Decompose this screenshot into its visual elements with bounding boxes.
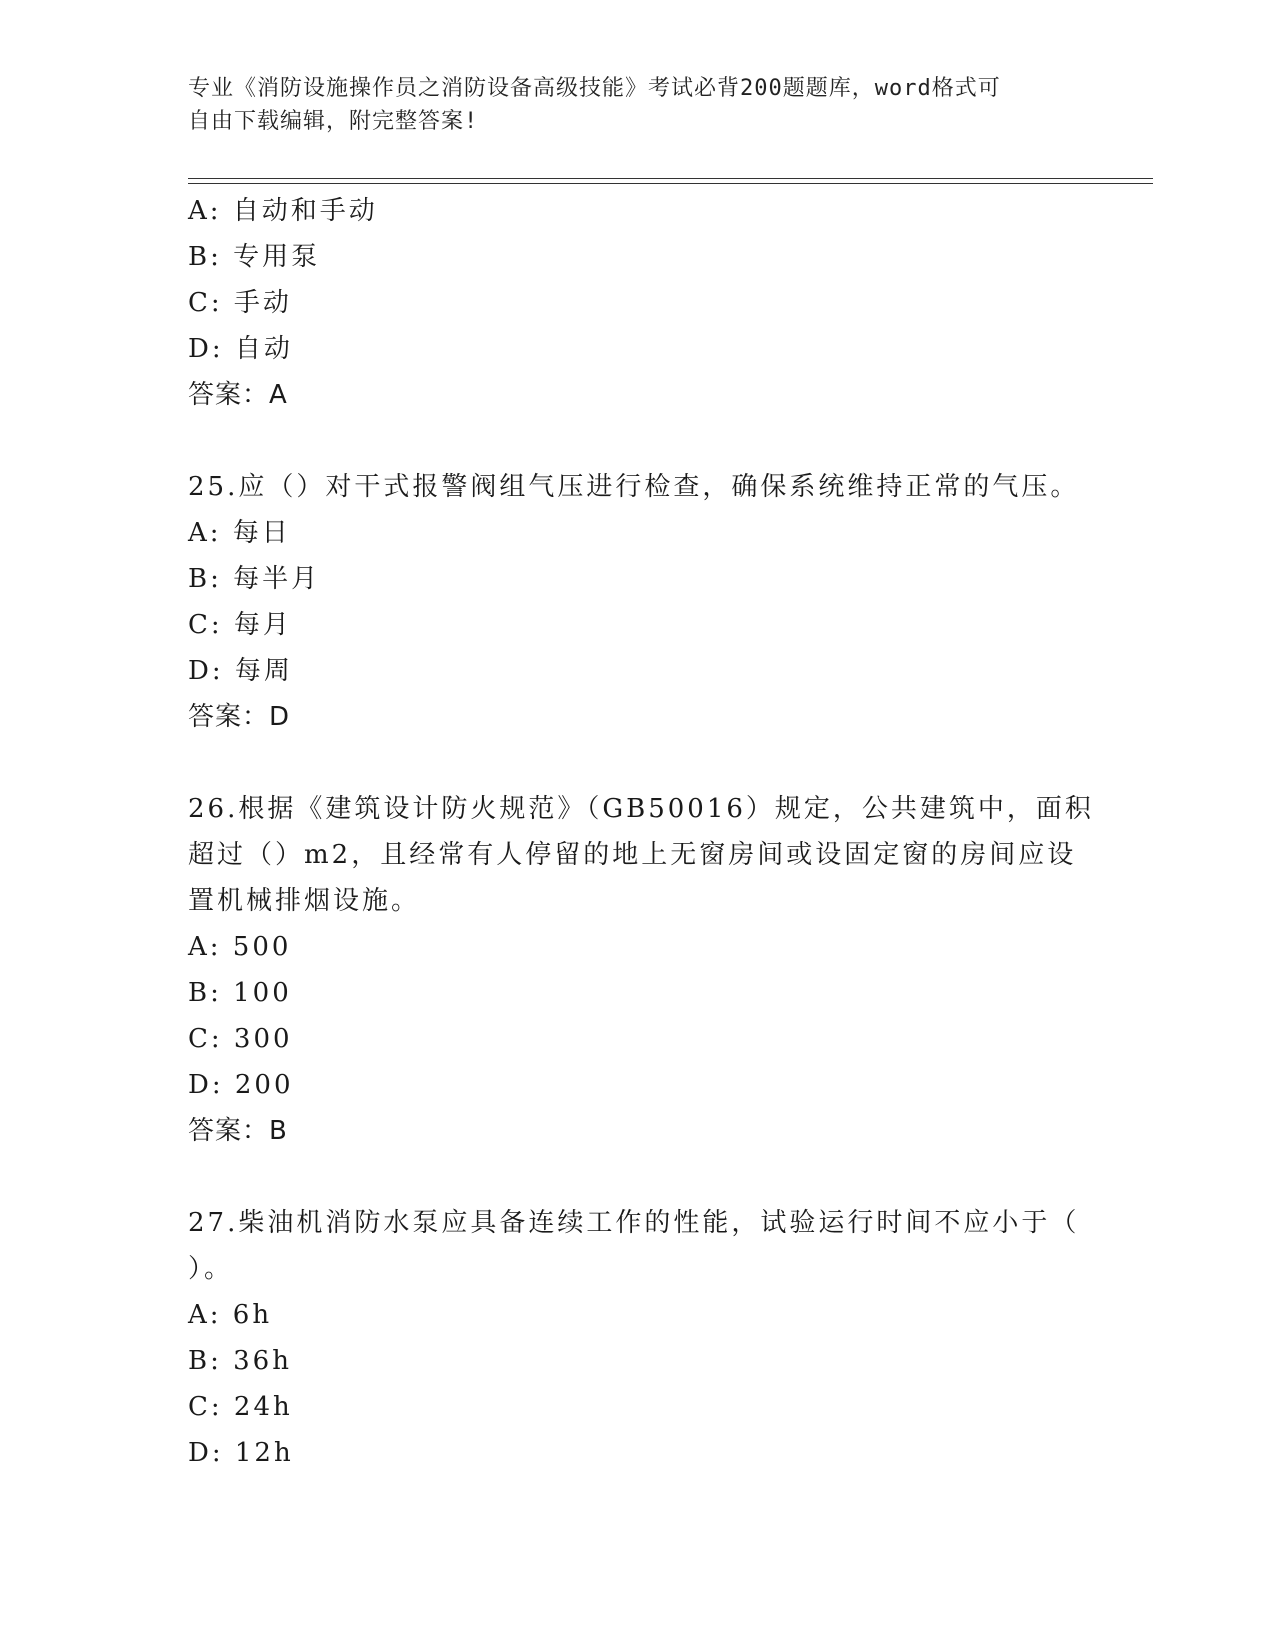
- question-24: [188, 188, 1088, 418]
- option-d: D: 200: [188, 1070, 294, 1100]
- option-c: C: 24h: [188, 1392, 293, 1422]
- question-text-line-2: ）。: [188, 1254, 234, 1284]
- answer: 答案：A: [188, 380, 288, 410]
- spacer: [188, 740, 1088, 786]
- option-c: C: 每月: [188, 610, 292, 640]
- option-a: A: 自动和手动: [188, 196, 378, 226]
- question-text-line-1: 27.柴油机消防水泵应具备连续工作的性能，试验运行时间不应小于（: [188, 1208, 1080, 1238]
- option-a: A: 500: [188, 932, 292, 962]
- question-text-line-3: 置机械排烟设施。: [188, 886, 421, 916]
- answer: 答案：B: [188, 1116, 288, 1146]
- header-line-1: 专业《消防设施操作员之消防设备高级技能》考试必背200题题库，word格式可: [188, 76, 1001, 101]
- option-c: C: 300: [188, 1024, 293, 1054]
- option-b: B: 36h: [188, 1346, 292, 1376]
- option-c: C: 手动: [188, 288, 292, 318]
- answer: 答案：D: [188, 702, 291, 732]
- spacer: [188, 418, 1088, 464]
- option-b: B: 专用泵: [188, 242, 321, 272]
- question-text-line-1: 26.根据《建筑设计防火规范》（GB50016）规定，公共建筑中，面积: [188, 794, 1094, 824]
- option-d: D: 自动: [188, 334, 293, 364]
- option-d: D: 每周: [188, 656, 293, 686]
- option-a: A: 每日: [188, 518, 291, 548]
- option-d: D: 12h: [188, 1438, 294, 1468]
- question-25: [188, 464, 1088, 740]
- option-b: B: 100: [188, 978, 292, 1008]
- question-text-line-2: 超过（）m2，且经常有人停留的地上无窗房间或设固定窗的房间应设: [188, 840, 1077, 870]
- header-divider-top: [188, 178, 1153, 179]
- question-27: [188, 1200, 1088, 1476]
- header-divider-bottom: [188, 183, 1153, 184]
- option-a: A: 6h: [188, 1300, 273, 1330]
- document-header: [188, 72, 1068, 138]
- question-text: 25.应（）对干式报警阀组气压进行检查，确保系统维持正常的气压。: [188, 472, 1080, 502]
- question-list: [188, 188, 1094, 1476]
- spacer: [188, 1154, 1088, 1200]
- header-line-2: 自由下载编辑，附完整答案!: [188, 109, 479, 134]
- question-26: [188, 786, 1094, 1154]
- option-b: B: 每半月: [188, 564, 321, 594]
